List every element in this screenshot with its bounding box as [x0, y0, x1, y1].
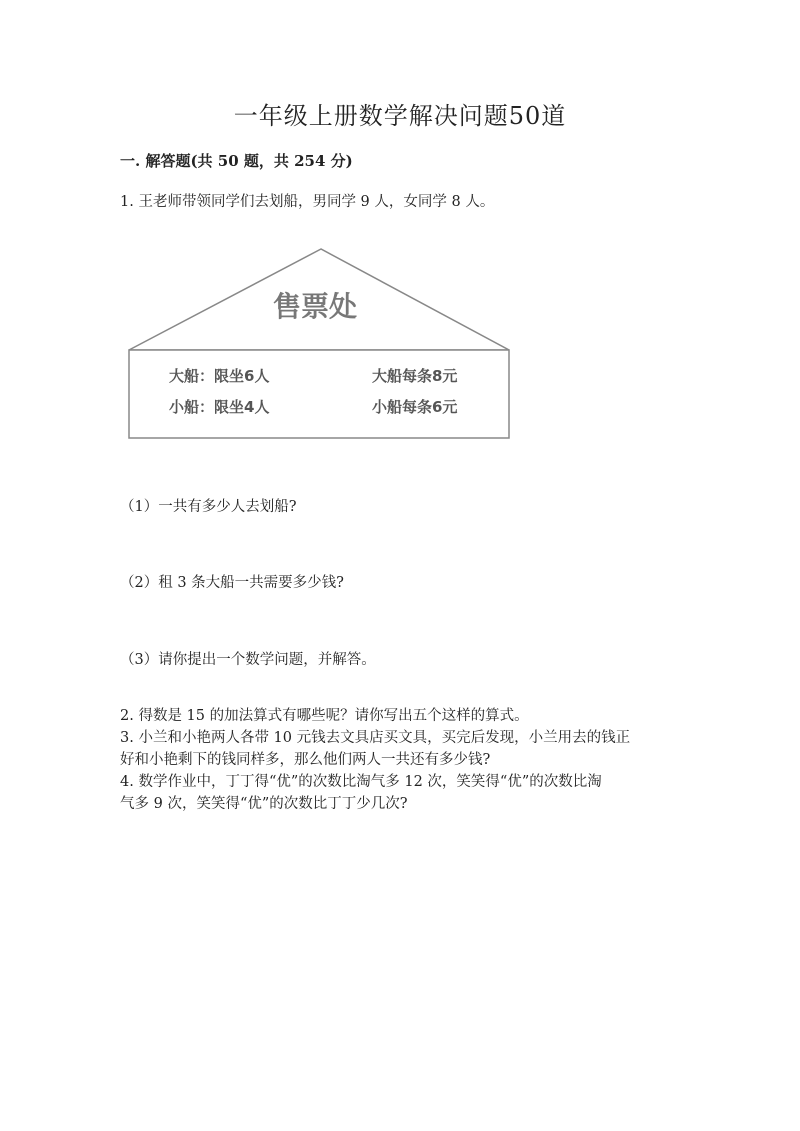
- question-1-stem: 1. 王老师带领同学们去划船，男同学 9 人，女同学 8 人。: [120, 194, 495, 210]
- question-1-sub-1: （1）一共有多少人去划船?: [120, 499, 297, 515]
- small-boat-capacity: 小船：限坐4人: [169, 398, 270, 416]
- question-4-line-2: 气多 9 次，笑笑得“优”的次数比丁丁少几次?: [120, 796, 408, 812]
- question-3-line-1: 3. 小兰和小艳两人各带 10 元钱去文具店买文具，买完后发现，小兰用去的钱正: [120, 730, 631, 746]
- sign-board: [129, 350, 509, 438]
- question-1-sub-2: （2）租 3 条大船一共需要多少钱?: [120, 575, 344, 591]
- big-boat-capacity: 大船：限坐6人: [169, 367, 270, 385]
- small-boat-price: 小船每条6元: [372, 398, 458, 416]
- page-title: 一年级上册数学解决问题50道: [233, 102, 567, 130]
- question-2-line-1: 2. 得数是 15 的加法算式有哪些呢？请你写出五个这样的算式。: [120, 708, 529, 724]
- question-1-sub-3: （3）请你提出一个数学问题，并解答。: [120, 652, 376, 668]
- sign-title: 售票处: [272, 290, 358, 323]
- big-boat-price: 大船每条8元: [372, 367, 458, 385]
- ticket-office-figure: [125, 246, 513, 442]
- ticket-office-sign: [125, 246, 513, 442]
- question-3-line-2: 好和小艳剩下的钱同样多，那么他们两人一共还有多少钱?: [120, 752, 491, 768]
- section-heading: 一. 解答题(共 50 题，共 254 分): [120, 152, 353, 170]
- question-4-line-1: 4. 数学作业中，丁丁得“优”的次数比淘气多 12 次，笑笑得“优”的次数比淘: [120, 774, 602, 790]
